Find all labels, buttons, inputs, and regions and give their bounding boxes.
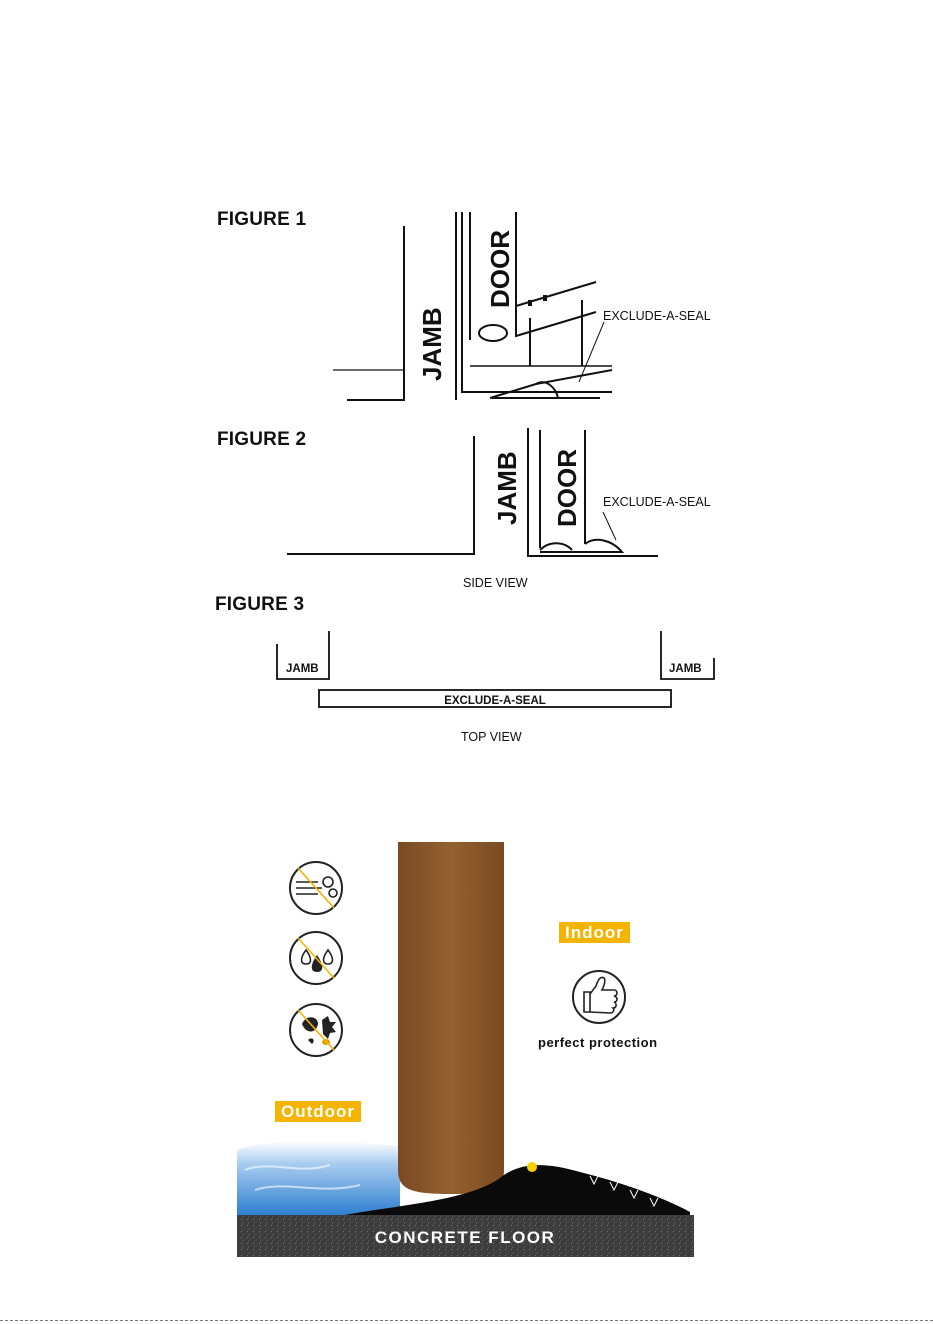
indoor-tag: Indoor: [559, 922, 630, 943]
fig3-jamb-right-label: JAMB: [669, 663, 702, 675]
fig1-jamb-label: JAMB: [417, 307, 447, 381]
water: [237, 1141, 400, 1215]
fig2-seal-label: EXCLUDE-A-SEAL: [603, 495, 711, 509]
fig3-caption: TOP VIEW: [461, 730, 522, 744]
no-debris-icon: [290, 1004, 342, 1056]
floor-label: CONCRETE FLOOR: [374, 1228, 556, 1247]
figure-3-title: FIGURE 3: [215, 594, 305, 615]
no-wind-icon: [290, 862, 342, 914]
fig3-jamb-left-label: JAMB: [286, 663, 319, 675]
outdoor-tag: Outdoor: [275, 1101, 361, 1122]
fig1-door-label: DOOR: [485, 230, 515, 308]
figure-1-title: FIGURE 1: [217, 209, 307, 230]
no-water-icon: [290, 932, 342, 984]
fig2-jamb-label: JAMB: [492, 451, 522, 525]
fig3-seal-label: EXCLUDE-A-SEAL: [444, 695, 546, 707]
page-edge-dashes: [0, 1320, 933, 1321]
fig2-caption: SIDE VIEW: [463, 576, 528, 590]
fig2-door-label: DOOR: [552, 449, 582, 527]
seal-dot: [527, 1162, 537, 1172]
thumbs-up-icon: [573, 971, 625, 1023]
door-panel: [398, 842, 504, 1194]
protection-label: perfect protection: [538, 1035, 658, 1050]
figure-2-title: FIGURE 2: [217, 429, 307, 450]
fig1-seal-label: EXCLUDE-A-SEAL: [603, 309, 711, 323]
